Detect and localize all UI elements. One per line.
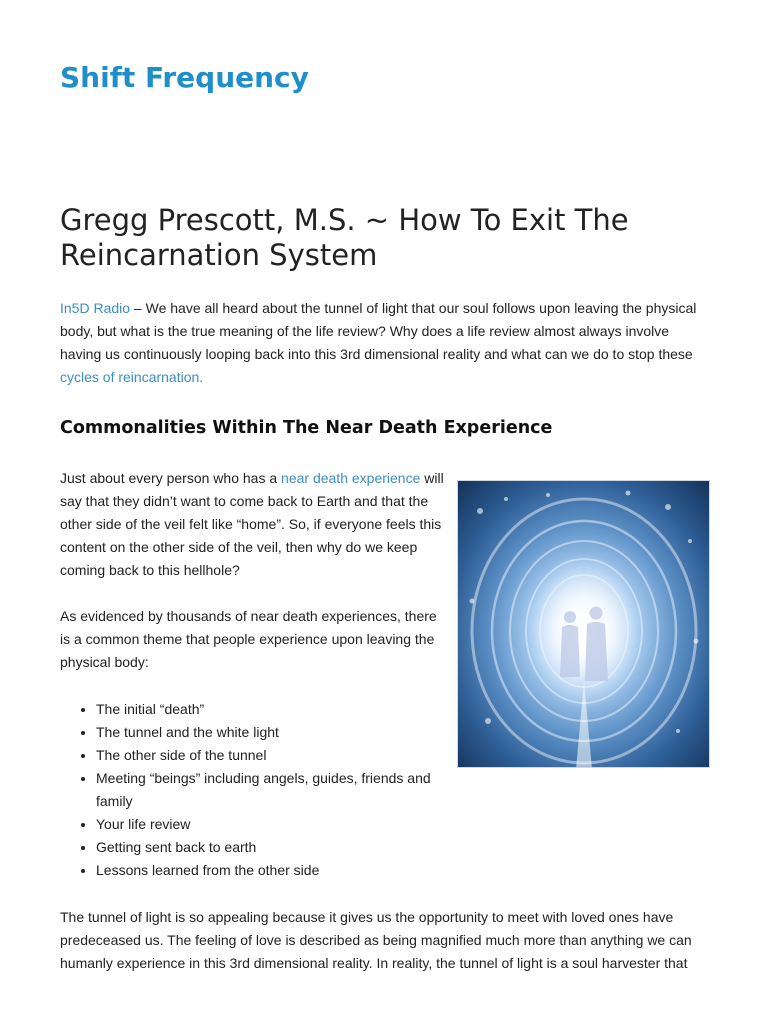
- list-item: • Lessons learned from the other side: [96, 859, 445, 882]
- list-item: • Meeting “beings” including angels, guides, friends and family: [96, 767, 445, 813]
- tunnel-of-light-image: [457, 480, 710, 768]
- reincarnation-link[interactable]: cycles of reincarnation.: [60, 369, 204, 385]
- intro-text: – We have all heard about the tunnel of light that our soul follows upon leaving the physical body, but what is the true meaning of the life review? Why does a life review almost always involve having us continuously looping back into this 3rd dimensional reality and what can we do to stop these: [60, 300, 697, 362]
- section-heading: Commonalities Within The Near Death Experience: [60, 418, 553, 438]
- paragraph-near-death-lead: Just about every person who has a: [60, 470, 282, 486]
- list-item: • The initial “death”: [96, 698, 445, 721]
- paragraph-common-theme: As evidenced by thousands of near death experiences, there is a common theme that people experience upon leaving the physical body:: [60, 608, 437, 670]
- experience-list: [60, 698, 445, 882]
- paragraph-near-death-rest: will say that they didn’t want to come back to Earth and that the other side of the veil felt like “home”. So, if everyone feels this content on the other side of the veil, then why do we keep coming back to this hellhole?: [60, 470, 444, 578]
- list-item: • The tunnel and the white light: [96, 721, 445, 744]
- list-item: • Getting sent back to earth: [96, 836, 445, 859]
- list-item: • Your life review: [96, 813, 445, 836]
- paragraph-tunnel-of-light: The tunnel of light is so appealing because it gives us the opportunity to meet with loved ones have predeceased us. The feeling of love is described as being magnified much more than anything we can humanly experience in this 3rd dimensional reality. In reality, the tunnel of light is a soul harvester that: [60, 909, 692, 971]
- post-title: Gregg Prescott, M.S. ~ How To Exit The Reincarnation System: [60, 203, 629, 272]
- near-death-experience-link[interactable]: near death experience: [281, 470, 421, 486]
- list-item: • The other side of the tunnel: [96, 744, 445, 767]
- intro-paragraph: [60, 297, 710, 389]
- site-title-link[interactable]: Shift Frequency: [60, 61, 309, 94]
- paragraph-near-death: [60, 467, 445, 582]
- in5d-radio-link[interactable]: In5D Radio: [60, 300, 131, 316]
